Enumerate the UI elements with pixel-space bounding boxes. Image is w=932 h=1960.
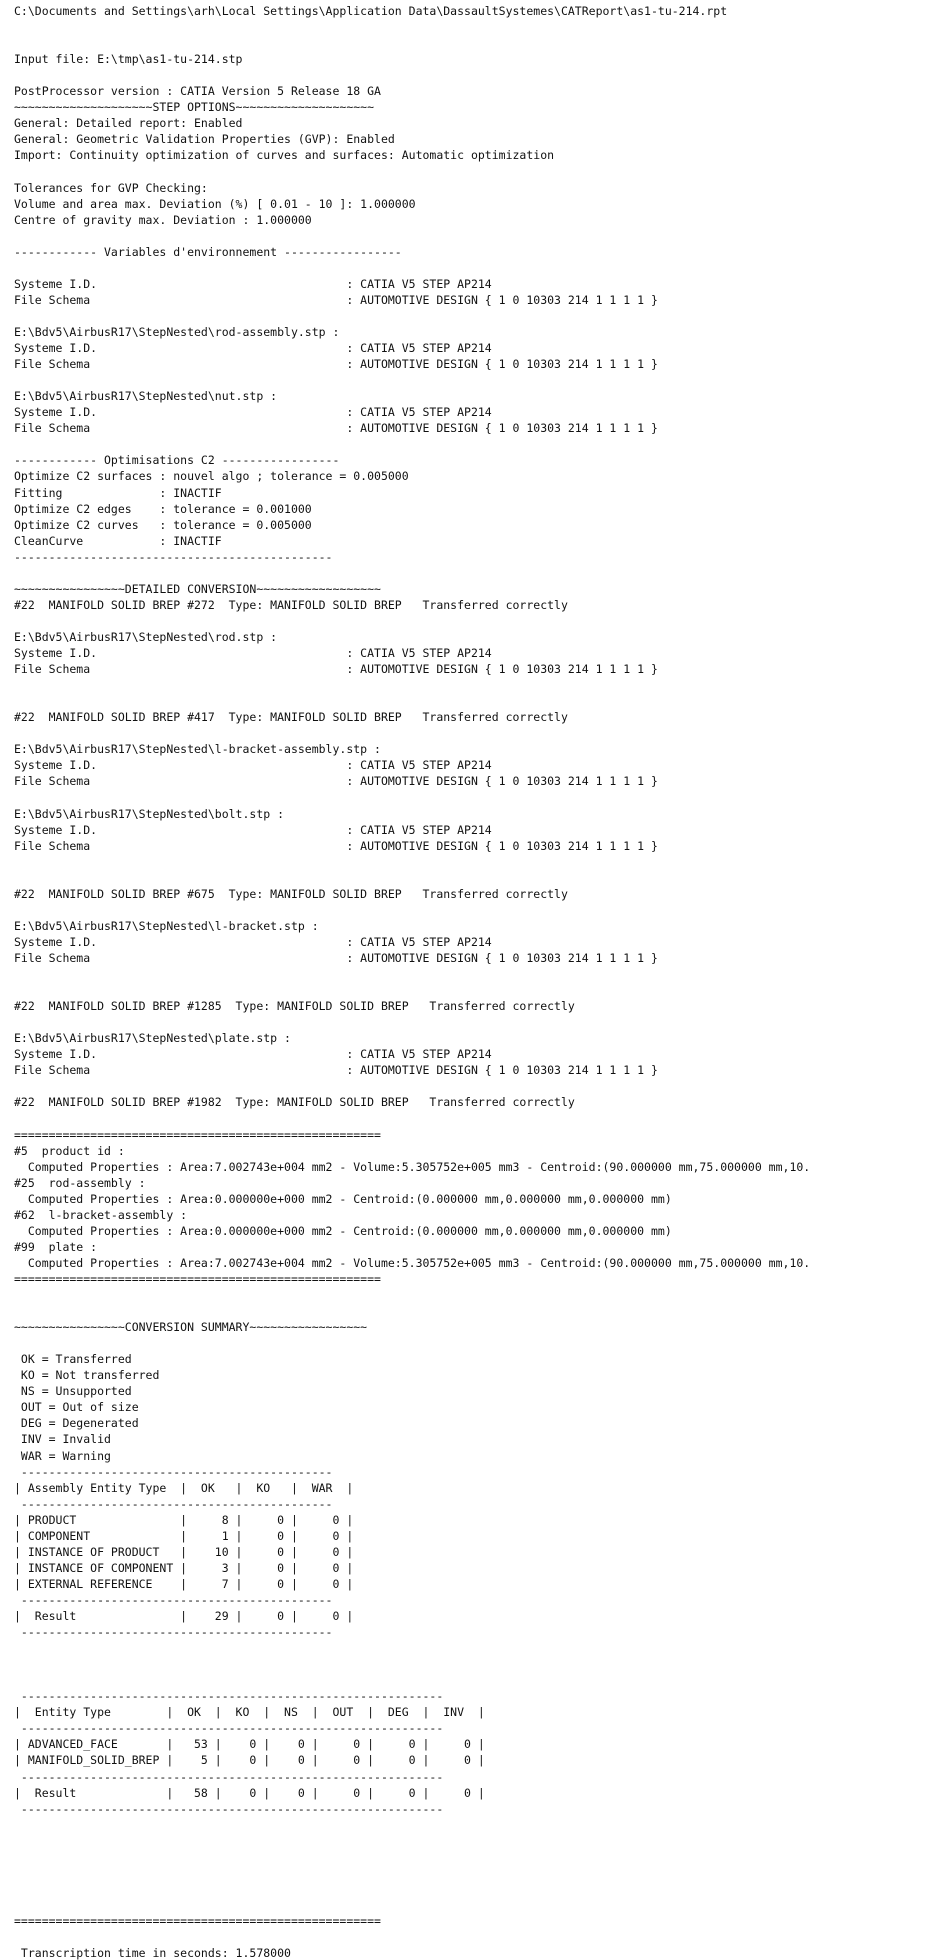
report-line: --------------------------------------------- [14,1496,333,1511]
report-line: E:\Bdv5\AirbusR17\StepNested\plate.stp : [14,1031,291,1046]
report-line: File Schema : AUTOMOTIVE DESIGN { 1 0 10303 214 1 1 1 1 } [14,774,658,789]
report-line: CleanCurve : INACTIF [14,533,222,548]
report-line: Volume and area max. Deviation (%) [ 0.01 - 10 ]: 1.000000 [14,196,416,211]
report-line: Optimize C2 edges : tolerance = 0.001000 [14,501,312,516]
report-line: File Schema : AUTOMOTIVE DESIGN { 1 0 10303 214 1 1 1 1 } [14,950,658,965]
report-line: #62 l-bracket-assembly : [14,1207,188,1222]
report-line: Computed Properties : Area:0.000000e+000 mm2 - Centroid:(0.000000 mm,0.000000 mm,0.000000 mm) [14,1223,672,1238]
report-line: Computed Properties : Area:7.002743e+004 mm2 - Volume:5.305752e+005 mm3 - Centroid:(90.000000 mm,75.000000 mm,10. [14,1255,811,1270]
report-line: Systeme I.D. : CATIA V5 STEP AP214 [14,822,492,837]
report-line: Optimize C2 surfaces : nouvel algo ; tolerance = 0.005000 [14,469,409,484]
report-line: General: Detailed report: Enabled [14,116,243,131]
report-line: ===================================================== [14,1271,381,1286]
report-line: E:\Bdv5\AirbusR17\StepNested\l-bracket.stp : [14,918,319,933]
report-line: | COMPONENT | 1 | 0 | 0 | [14,1528,354,1543]
report-line: Systeme I.D. : CATIA V5 STEP AP214 [14,341,492,356]
report-line: ~~~~~~~~~~~~~~~~CONVERSION SUMMARY~~~~~~~~~~~~~~~~~ [14,1320,368,1335]
report-line: DEG = Degenerated [14,1416,139,1431]
report-line: Systeme I.D. : CATIA V5 STEP AP214 [14,276,492,291]
report-line: File Schema : AUTOMOTIVE DESIGN { 1 0 10303 214 1 1 1 1 } [14,838,658,853]
report-line: | Result | 58 | 0 | 0 | 0 | 0 | 0 | [14,1785,485,1800]
report-line: Systeme I.D. : CATIA V5 STEP AP214 [14,405,492,420]
report-line: Computed Properties : Area:7.002743e+004 mm2 - Volume:5.305752e+005 mm3 - Centroid:(90.000000 mm,75.000000 mm,10. [14,1159,811,1174]
report-line: C:\Documents and Settings\arh\Local Settings\Application Data\DassaultSystemes\CATReport\as1-tu-214.rpt [14,4,728,18]
report-line: ---------------------------------------------- [14,549,333,564]
report-line: | Result | 29 | 0 | 0 | [14,1609,354,1623]
report-line: Input file: E:\tmp\as1-tu-214.stp [14,52,243,67]
report-line: #22 MANIFOLD SOLID BREP #272 Type: MANIFOLD SOLID BREP Transferred correctly [14,597,568,612]
report-line: Systeme I.D. : CATIA V5 STEP AP214 [14,758,492,773]
report-line: #5 product id : [14,1143,125,1158]
report-line: --------------------------------------------- [14,1625,333,1640]
report-line: Systeme I.D. : CATIA V5 STEP AP214 [14,1047,492,1062]
report-line: ------------------------------------------------------------- [14,1801,444,1816]
report-line: OK = Transferred [14,1352,132,1367]
report-line: #22 MANIFOLD SOLID BREP #675 Type: MANIFOLD SOLID BREP Transferred correctly [14,886,568,901]
report-line: File Schema : AUTOMOTIVE DESIGN { 1 0 10303 214 1 1 1 1 } [14,421,658,436]
report-line: OUT = Out of size [14,1400,139,1415]
report-line: Tolerances for GVP Checking: [14,180,208,195]
report-line: Systeme I.D. : CATIA V5 STEP AP214 [14,934,492,949]
report-line: ===================================================== [14,1127,381,1142]
report-line: Computed Properties : Area:0.000000e+000 mm2 - Centroid:(0.000000 mm,0.000000 mm,0.000000 mm) [14,1191,672,1206]
report-line: #99 plate : [14,1239,98,1254]
report-line: | ADVANCED_FACE | 53 | 0 | 0 | 0 | 0 | 0 | [14,1737,485,1752]
report-line: #25 rod-assembly : [14,1175,146,1190]
report-line: ------------------------------------------------------------- [14,1721,444,1736]
report-line: | INSTANCE OF PRODUCT | 10 | 0 | 0 | [14,1544,354,1559]
report-line: E:\Bdv5\AirbusR17\StepNested\rod.stp : [14,629,278,644]
report-line: ------------------------------------------------------------- [14,1689,444,1704]
report-line: Transcription time in seconds: 1.578000 [14,1946,291,1960]
report-line: | PRODUCT | 8 | 0 | 0 | [14,1512,354,1527]
report-line: ~~~~~~~~~~~~~~~~~~~~STEP OPTIONS~~~~~~~~~~~~~~~~~~~~ [14,100,375,115]
report-line: NS = Unsupported [14,1384,132,1399]
report-line: #22 MANIFOLD SOLID BREP #417 Type: MANIFOLD SOLID BREP Transferred correctly [14,710,568,725]
report-line: | EXTERNAL REFERENCE | 7 | 0 | 0 | [14,1576,354,1591]
report-line: KO = Not transferred [14,1368,160,1383]
report-line: | INSTANCE OF COMPONENT | 3 | 0 | 0 | [14,1560,354,1575]
report-line: File Schema : AUTOMOTIVE DESIGN { 1 0 10303 214 1 1 1 1 } [14,292,658,307]
report-line: ~~~~~~~~~~~~~~~~DETAILED CONVERSION~~~~~~~~~~~~~~~~~~ [14,581,381,596]
report-line: File Schema : AUTOMOTIVE DESIGN { 1 0 10303 214 1 1 1 1 } [14,662,658,677]
report-line: Import: Continuity optimization of curves and surfaces: Automatic optimization [14,148,555,163]
report-line: ------------ Optimisations C2 ----------------- [14,453,340,468]
report-line: | MANIFOLD_SOLID_BREP | 5 | 0 | 0 | 0 | 0 | 0 | [14,1753,485,1768]
report-line: File Schema : AUTOMOTIVE DESIGN { 1 0 10303 214 1 1 1 1 } [14,1063,658,1078]
report-line: Optimize C2 curves : tolerance = 0.005000 [14,517,312,532]
report-line: INV = Invalid [14,1432,111,1447]
report-line: | Entity Type | OK | KO | NS | OUT | DEG | INV | [14,1705,485,1720]
report-line: --------------------------------------------- [14,1464,333,1479]
report-line: E:\Bdv5\AirbusR17\StepNested\l-bracket-assembly.stp : [14,742,381,757]
report-line: E:\Bdv5\AirbusR17\StepNested\bolt.stp : [14,806,285,821]
report-line: #22 MANIFOLD SOLID BREP #1285 Type: MANIFOLD SOLID BREP Transferred correctly [14,999,575,1014]
report-line: #22 MANIFOLD SOLID BREP #1982 Type: MANIFOLD SOLID BREP Transferred correctly [14,1095,575,1110]
report-line: ------------------------------------------------------------- [14,1769,444,1784]
report-line: Centre of gravity max. Deviation : 1.000000 [14,212,312,227]
report-line: File Schema : AUTOMOTIVE DESIGN { 1 0 10303 214 1 1 1 1 } [14,357,658,372]
report-line: WAR = Warning [14,1448,111,1463]
report-line: Systeme I.D. : CATIA V5 STEP AP214 [14,646,492,660]
report-line: Fitting : INACTIF [14,485,222,500]
report-line: ===================================================== [14,1913,381,1928]
report-line: E:\Bdv5\AirbusR17\StepNested\nut.stp : [14,389,278,404]
report-line: --------------------------------------------- [14,1592,333,1607]
report-line: ------------ Variables d'environnement ----------------- [14,244,402,259]
report-line: PostProcessor version : CATIA Version 5 Release 18 GA [14,84,381,99]
report-line: | Assembly Entity Type | OK | KO | WAR | [14,1480,354,1495]
report-line: E:\Bdv5\AirbusR17\StepNested\rod-assembly.stp : [14,325,340,339]
report-line: General: Geometric Validation Properties (GVP): Enabled [14,132,395,147]
